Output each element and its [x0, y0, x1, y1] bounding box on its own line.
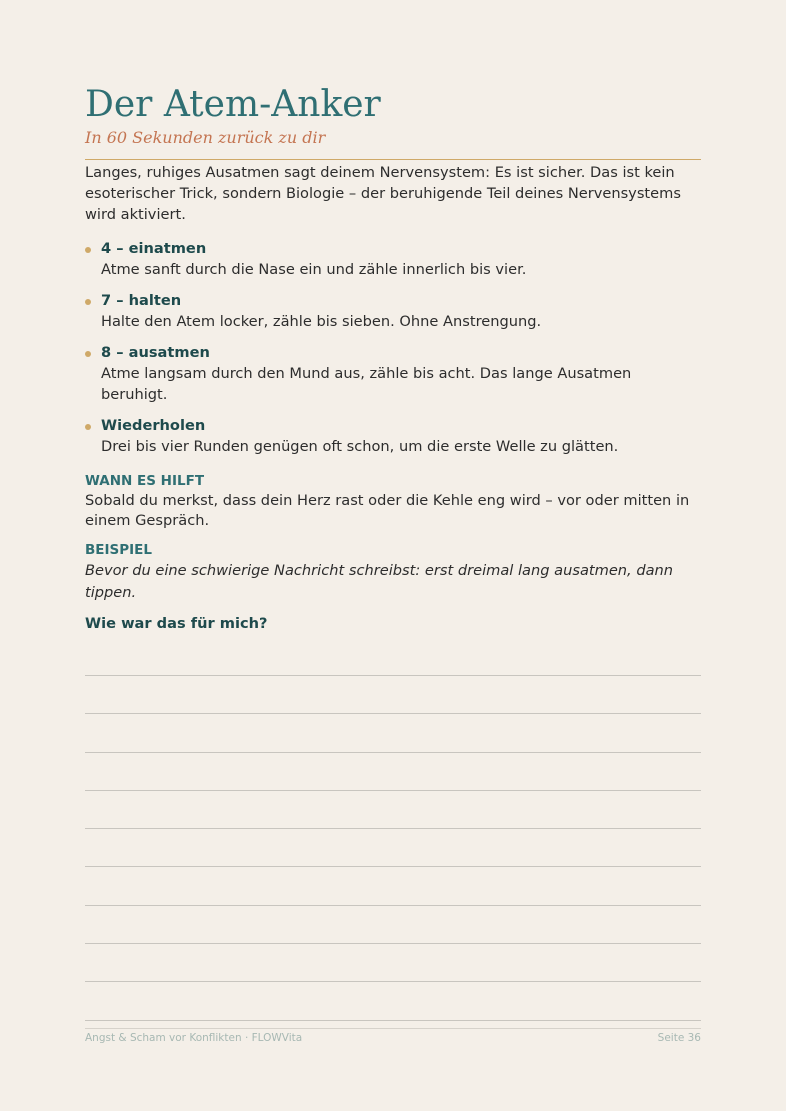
example-text: Bevor du eine schwierige Nachricht schreibst: erst dreimal lang ausatmen, dann tippen. [85, 562, 674, 601]
writing-line[interactable] [85, 867, 701, 905]
page-title: Der Atem-Anker [85, 84, 381, 125]
step-description: Halte den Atem locker, zähle bis sieben. Ohne Anstrengung. [101, 313, 542, 330]
page-footer [85, 1028, 701, 1044]
writing-lines [85, 635, 701, 1021]
writing-line[interactable] [85, 982, 701, 1020]
step-description: Atme sanft durch die Nase ein und zähle innerlich bis vier. [101, 261, 527, 278]
writing-line[interactable] [85, 829, 701, 867]
writing-line[interactable] [85, 753, 701, 791]
reflection-prompt: Wie war das für mich? [85, 615, 268, 632]
page-subtitle: In 60 Sekunden zurück zu dir [85, 128, 326, 147]
intro-paragraph: Langes, ruhiges Ausatmen sagt deinem Nervensystem: Es ist sicher. Das ist kein esoterischer Trick, sondern Biologie – der beruhigende Teil deines Nervensystems wird aktiviert. [85, 164, 681, 223]
step-title: Wiederholen [101, 417, 206, 434]
page-number: Seite 36 [657, 1032, 701, 1044]
writing-line[interactable] [85, 635, 701, 676]
list-item [85, 343, 701, 405]
bullet-dot-icon [85, 424, 91, 430]
bullet-dot-icon [85, 299, 91, 305]
step-title: 8 – ausatmen [101, 344, 210, 361]
writing-line[interactable] [85, 714, 701, 752]
step-title: 7 – halten [101, 292, 182, 309]
writing-line[interactable] [85, 676, 701, 714]
when-it-helps-text: Sobald du merkst, dass dein Herz rast oder die Kehle eng wird – vor oder mitten in einem Gespräch. [85, 492, 690, 529]
writing-line[interactable] [85, 906, 701, 944]
footer-book-title: Angst & Scham vor Konflikten · FLOWVita [85, 1032, 303, 1044]
list-item [85, 239, 701, 280]
breathing-steps-list [85, 239, 701, 457]
writing-line[interactable] [85, 791, 701, 829]
step-title: 4 – einatmen [101, 240, 207, 257]
step-description: Atme langsam durch den Mund aus, zähle bis acht. Das lange Ausatmen beruhigt. [101, 365, 632, 403]
writing-line[interactable] [85, 944, 701, 982]
list-item [85, 416, 701, 457]
step-description: Drei bis vier Runden genügen oft schon, um die erste Welle zu glätten. [101, 438, 619, 455]
example-label: BEISPIEL [85, 542, 152, 558]
when-it-helps-label: WANN ES HILFT [85, 473, 205, 489]
list-item [85, 291, 701, 332]
bullet-dot-icon [85, 351, 91, 357]
page-content [85, 84, 701, 1021]
title-divider [85, 159, 701, 160]
bullet-dot-icon [85, 247, 91, 253]
